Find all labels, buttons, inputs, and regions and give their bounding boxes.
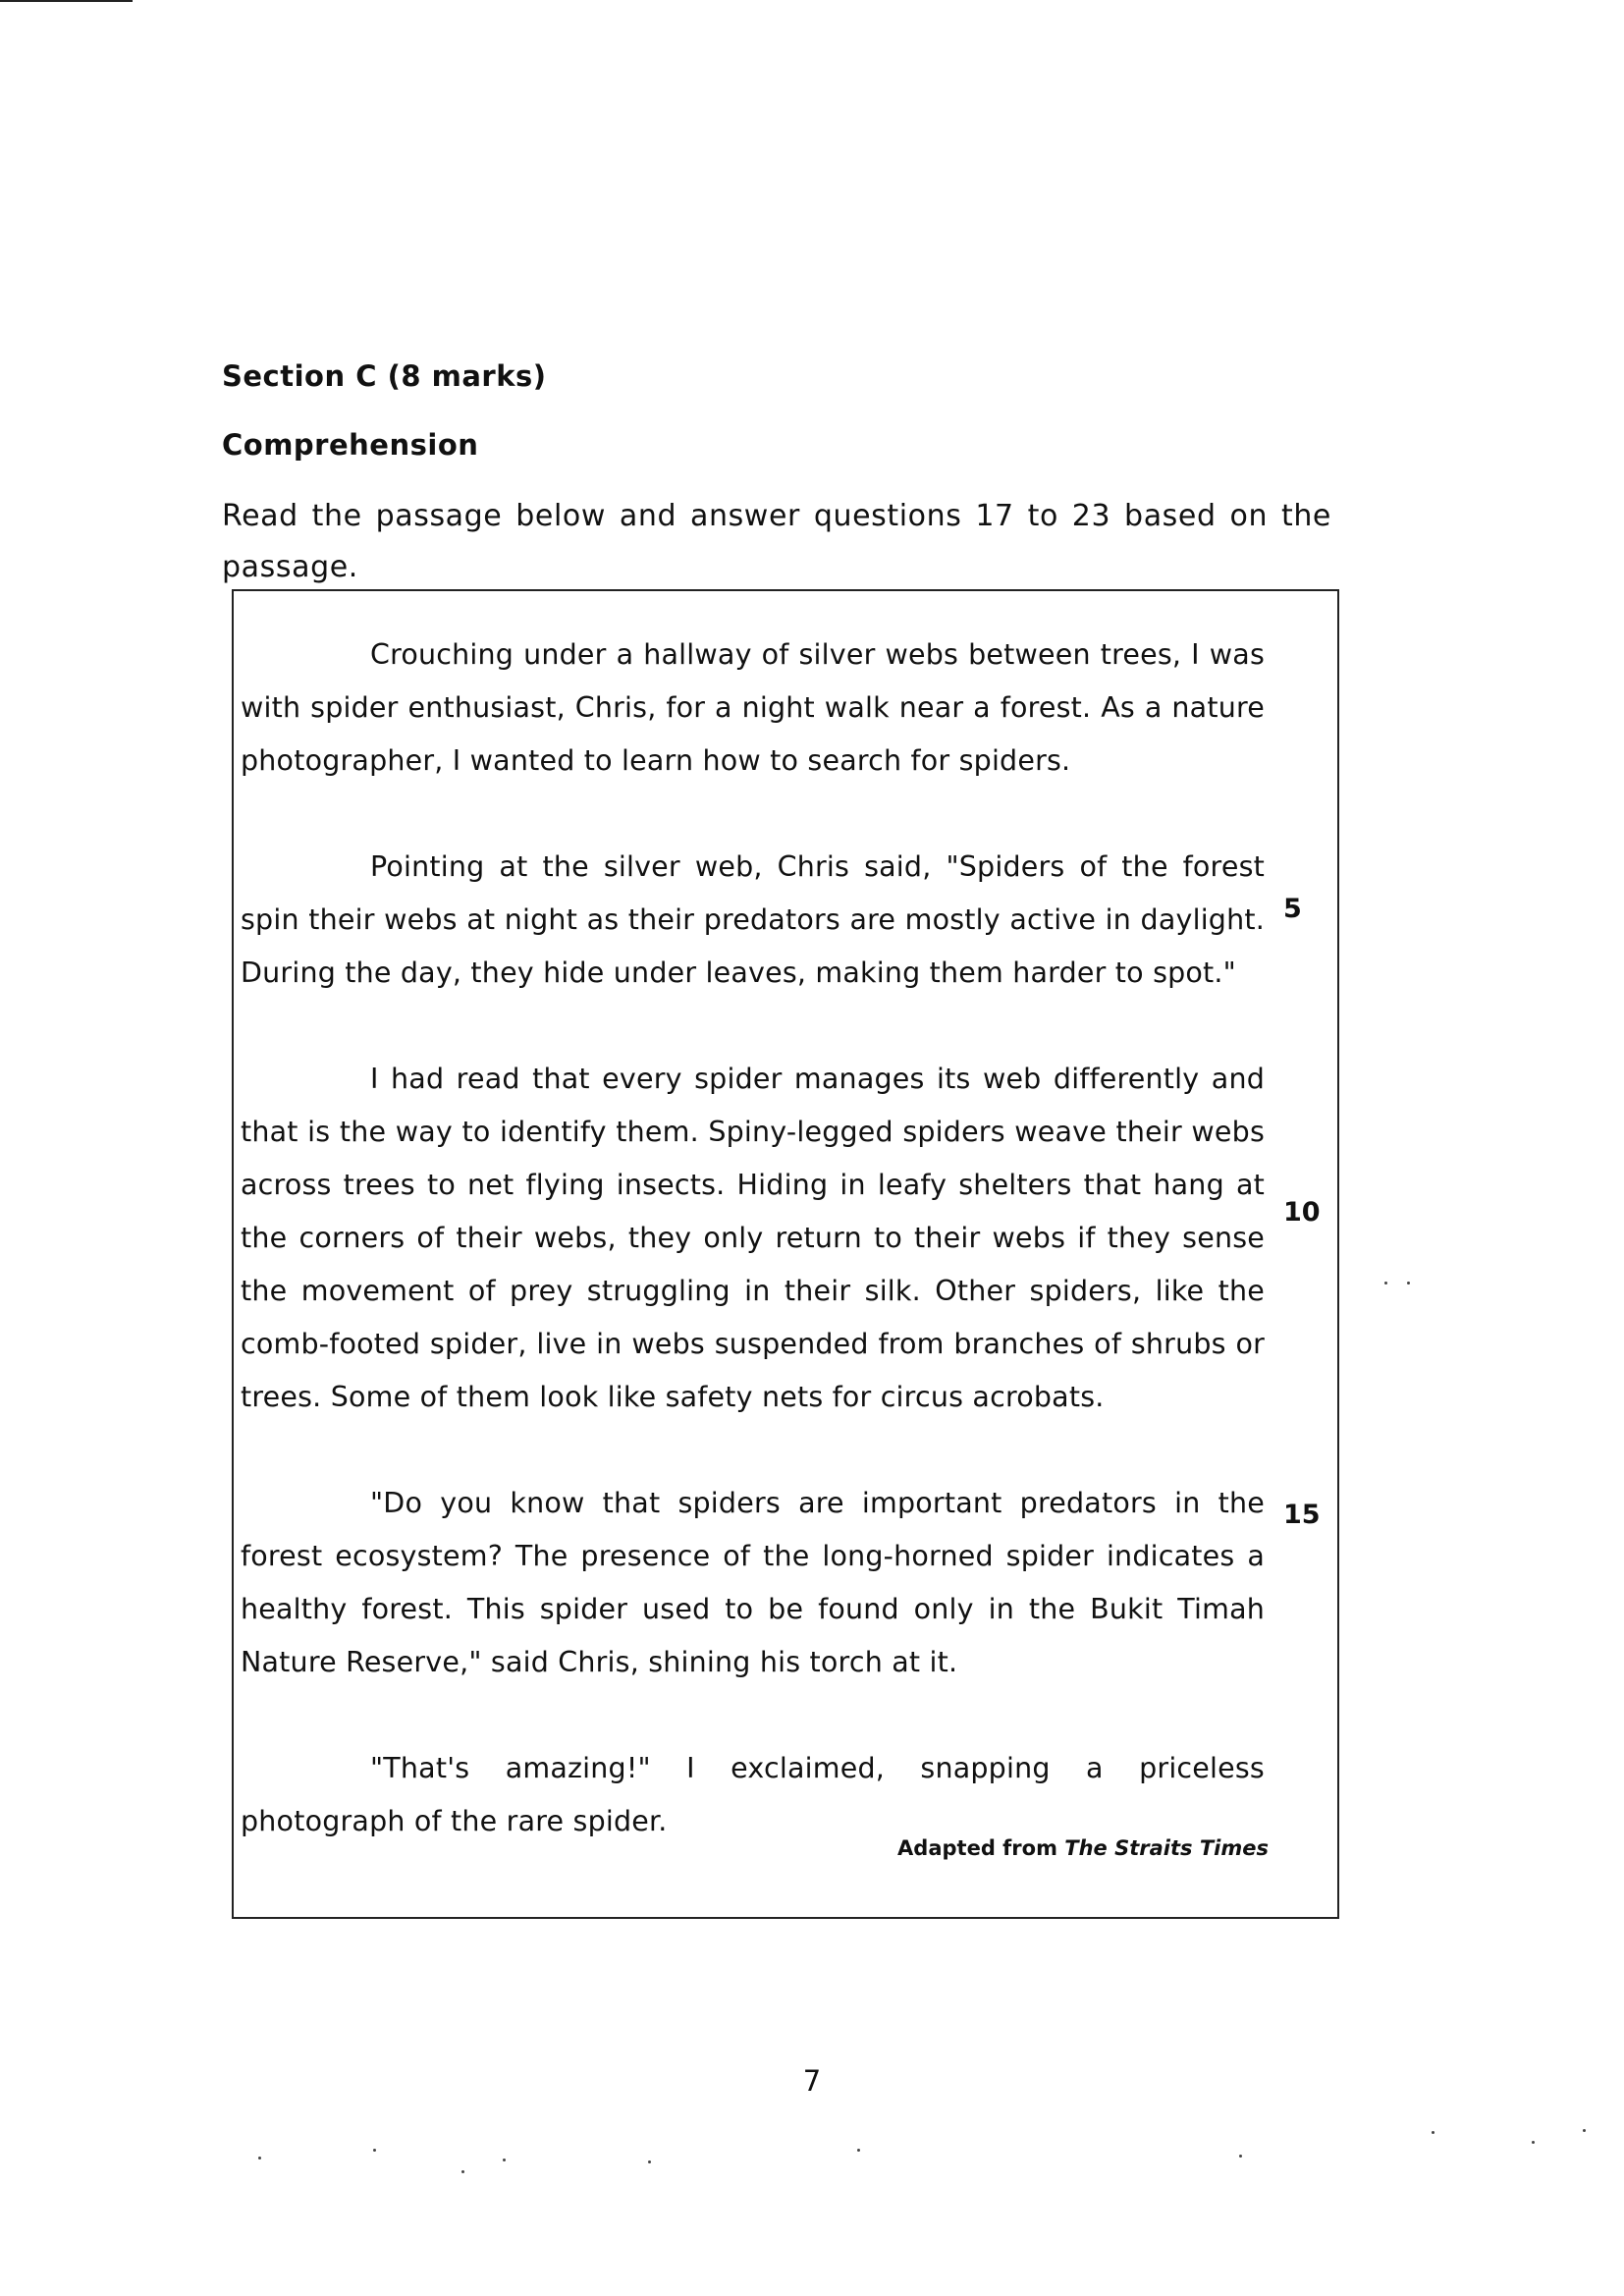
subsection-title: Comprehension [222,428,479,462]
line-number: 5 [1283,894,1302,924]
line-number: 15 [1283,1500,1321,1530]
scan-speck [857,2149,860,2152]
passage-text [241,629,1265,1901]
source-publication: The Straits Times [1064,1836,1269,1860]
scan-speck [503,2159,506,2161]
passage-paragraph: "Do you know that spiders are important predators in the forest ecosystem? The presence of the long-horned spider indicates a healthy forest. This spider used to be found only in the Bukit Timah Nature Reserve," said Chris, shining his torch at it. [241,1487,1265,1678]
scan-speck [1583,2129,1586,2132]
passage-paragraph: Pointing at the silver web, Chris said, "Spiders of the forest spin their webs at night as their predators are mostly active in daylight. During the day, they hide under leaves, making them harder to spot." [241,850,1265,989]
scan-speck [1384,1282,1387,1285]
scan-speck [1239,2155,1242,2158]
section-title: Section C (8 marks) [222,359,547,393]
scan-speck [461,2170,464,2173]
passage-paragraph: Crouching under a hallway of silver webs between trees, I was with spider enthusiast, Chris, for a night walk near a forest. As a nature photographer, I wanted to learn how to search for spiders. [241,638,1265,777]
source-prefix: Adapted from [897,1836,1065,1860]
top-rule [0,0,133,2]
scan-speck [373,2149,376,2152]
line-number: 10 [1283,1197,1321,1228]
passage-source [897,1836,1269,1860]
scan-speck [1407,1282,1410,1285]
scan-speck [648,2160,651,2163]
scan-speck [1532,2141,1535,2144]
instructions: Read the passage below and answer questions 17 to 23 based on the passage. [222,499,1331,584]
passage-paragraph: "That's amazing!" I exclaimed, snapping a priceless photograph of the rare spider. [241,1752,1265,1837]
scan-speck [1432,2131,1435,2134]
page-number: 7 [802,2064,822,2098]
passage-paragraph: I had read that every spider manages its web differently and that is the way to identify them. Spiny-legged spiders weave their webs across trees to net flying insects. Hiding in leafy shelters that hang at the corners of their webs, they only return to their webs if they sense the movement of prey struggling in their silk. Other spiders, like the comb-footed spider, live in webs suspended from branches of shrubs or trees. Some of them look like safety nets for circus acrobats. [241,1063,1265,1413]
scan-speck [258,2157,261,2159]
